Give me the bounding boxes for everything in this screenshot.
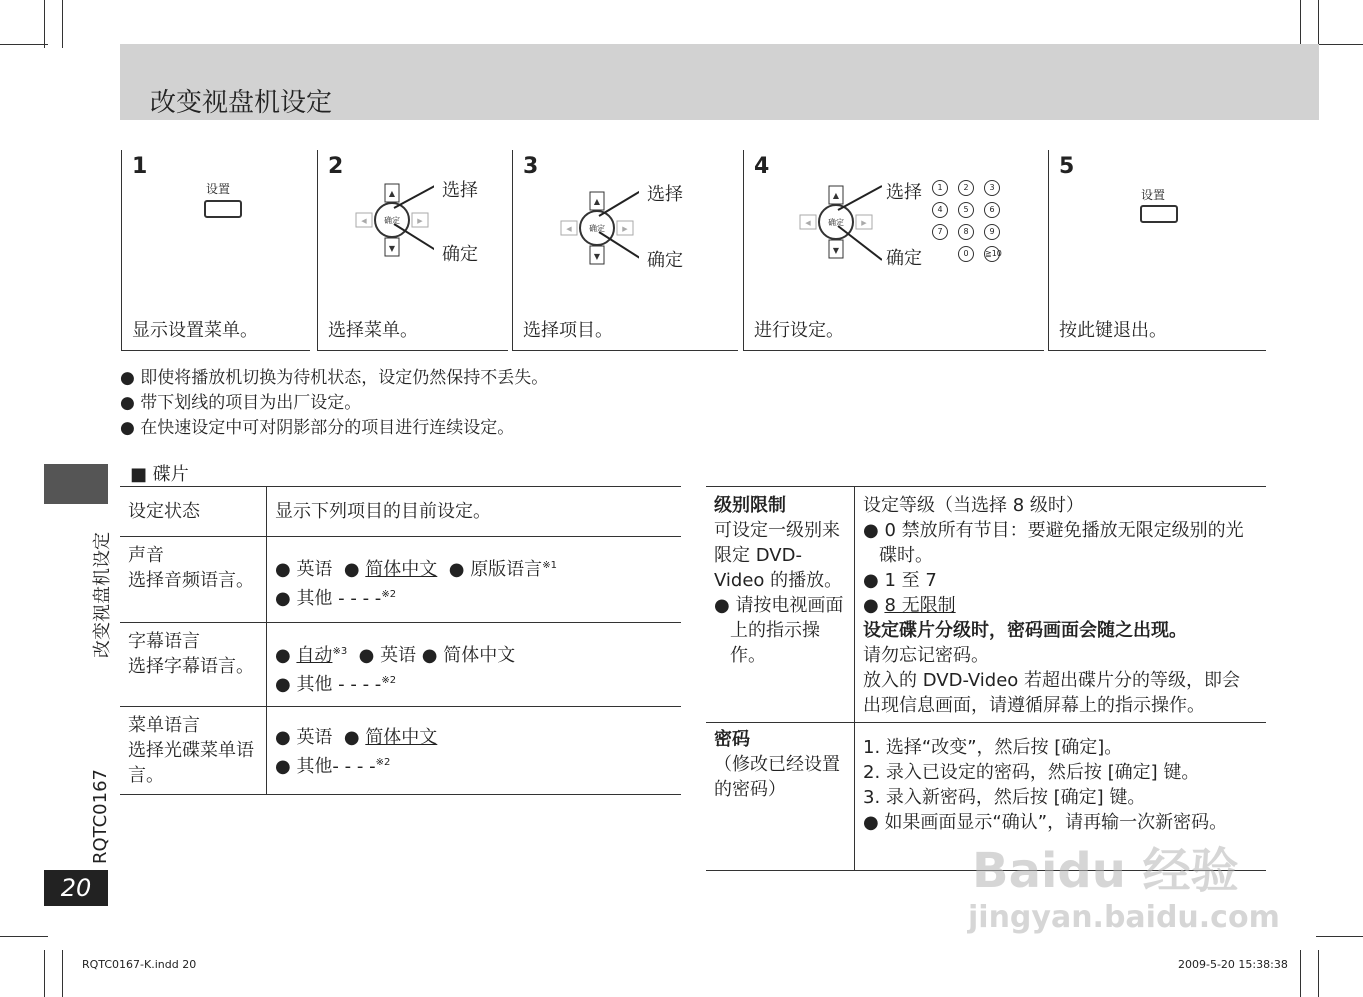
note: ● 在快速设定中可对阴影部分的项目进行连续设定。 [120,418,515,438]
crop-mark [1316,44,1363,45]
row-head: 级别限制 [714,495,786,516]
page-header [120,44,1319,120]
svg-text:▲: ▲ [832,191,840,200]
row-head-cell [120,623,267,707]
step-number: 4 [754,154,770,179]
crop-mark [62,0,63,48]
step-4 [743,150,1044,351]
rating-warning: 设定碟片分级时，密码画面会随之出现。 [863,620,1187,641]
step-1 [121,150,310,351]
step-number: 5 [1059,154,1075,179]
footer-timestamp: 2009-5-20 15:38:38 [1178,958,1288,971]
number-key: 5 [958,202,974,218]
crop-mark [44,950,45,997]
number-key: 0 [958,246,974,262]
table-row [706,487,1266,723]
row-head-cell [120,537,267,623]
disc-settings-table [120,486,681,795]
crop-mark [0,44,48,45]
rating-note: 请勿忘记密码。 [863,645,989,666]
rating-option: ● 0 禁放所有节目：要避免播放无限定级别的光碟时。 [863,520,1244,566]
section-heading: ■ 碟片 [130,464,189,485]
option: 1 至 7 [884,570,937,591]
dpad-center-label: 确定 [828,218,844,227]
svg-text:▲: ▲ [388,189,396,198]
bullet-text: 请按电视画面上的指示操作。 [730,595,844,666]
row-desc: 选择音频语言。 [128,570,254,591]
watermark-url: jingyan.baidu.com [968,900,1280,935]
row-head: 菜单语言 [128,715,200,736]
step-number: 2 [328,154,344,179]
row-head-cell [706,487,855,723]
option-default: 自动 [296,645,333,666]
note: ● 即使将播放机切换为待机状态，设定仍然保持不丢失。 [120,368,549,388]
setup-button-icon [204,200,242,218]
number-key: 1 [932,180,948,196]
option: 原版语言 [470,559,543,580]
watermark-logo: Baidu 经验 [972,843,1239,899]
crop-mark [44,0,45,48]
row-head-cell [706,723,855,871]
step-number: 3 [523,154,539,179]
option: 其他- - - - [296,756,376,777]
option-line: ● 英语 ● 简体中文 [275,727,438,748]
select-label: 选择 [442,180,478,201]
crop-mark [1318,0,1319,48]
footnote-mark: ※3 [332,646,348,657]
svg-text:▶: ▶ [622,225,628,233]
step-caption: 进行设定。 [754,320,844,341]
model-number: RQTC0167 [90,769,111,864]
step-caption: 选择项目。 [523,320,613,341]
password-step: ● 如果画面显示“确认”，请再输一次新密码。 [863,812,1228,833]
enter-label: 确定 [442,244,478,265]
number-keypad [932,180,1012,264]
row-desc: 选择字幕语言。 [128,656,254,677]
svg-text:▶: ▶ [861,219,867,227]
rating-password-table [706,486,1266,871]
step-number: 1 [132,154,148,179]
step-5 [1048,150,1266,351]
option: 英语 [380,645,417,666]
number-key: 9 [984,224,1000,240]
option: 英语 [296,559,333,580]
row-head: 设定状态 [120,487,267,537]
option-line: ● 自动$^{※3}$ ● 英语 ● 简体中文 [275,645,516,666]
password-step: 1. 选择“改变”，然后按 [确定]。 [863,737,1123,758]
select-label: 选择 [886,182,922,203]
step-caption: 选择菜单。 [328,320,418,341]
svg-text:▶: ▶ [417,217,423,225]
table-row [120,487,681,537]
option: 其他 - - - - [296,588,382,609]
table-row [120,707,681,795]
option-line: ● 其他 - - - -$^{※2}$ [275,674,397,695]
svg-text:◀: ◀ [566,225,572,233]
option: 其他 - - - - [296,674,382,695]
number-key: ≧10 [984,246,1000,262]
footnote-mark: ※2 [375,757,391,768]
crop-mark [62,950,63,997]
footnote-mark: ※1 [542,560,557,571]
option-line: ● 其他 - - - -$^{※2}$ [275,588,397,609]
row-head-cell [120,707,267,795]
row-desc: 可设定一级别来限定 DVD-Video 的播放。 [714,520,843,591]
footnote-mark: ※2 [381,589,397,600]
select-label: 选择 [647,184,683,205]
number-key: 3 [984,180,1000,196]
setup-button-label: 设置 [1141,188,1166,202]
svg-text:▼: ▼ [593,252,601,261]
step-caption: 显示设置菜单。 [132,320,258,341]
option-default: 8 无限制 [884,595,956,616]
row-desc: 选择光碟菜单语言。 [128,740,254,786]
setup-button-label: 设置 [206,182,231,196]
rating-option: ● 1 至 7 [863,570,937,591]
svg-text:▲: ▲ [593,197,601,206]
sidebar-section-label: 改变视盘机设定 [92,532,113,658]
note: ● 带下划线的项目为出厂设定。 [120,393,362,413]
step-2 [317,150,508,351]
setup-button-icon [1140,205,1178,223]
crop-mark [1300,950,1301,997]
option: 0 禁放所有节目：要避免播放无限定级别的光碟时。 [879,520,1244,566]
step-caption: 按此键退出。 [1059,320,1167,341]
table-row [120,623,681,707]
rating-option: ● 8 无限制 [863,595,956,616]
svg-text:◀: ◀ [805,219,811,227]
rating-note: 放入的 DVD-Video 若超出碟片分的等级，即会出现信息画面，请遵循屏幕上的指示操作。 [863,670,1241,716]
crop-mark [1318,950,1319,997]
dpad-center-label: 确定 [384,216,400,225]
crop-mark [1316,936,1363,937]
option-default: 简体中文 [365,727,438,748]
number-key: 2 [958,180,974,196]
rating-title: 设定等级（当选择 8 级时） [863,495,1084,516]
enter-label: 确定 [886,248,922,269]
option: 简体中文 [443,645,516,666]
notes [120,366,548,441]
option: 英语 [296,727,333,748]
svg-text:◀: ◀ [361,217,367,225]
number-key: 7 [932,224,948,240]
footer-filename: RQTC0167-K.indd 20 [82,958,197,971]
option-line: ● 其他- - - -$^{※2}$ [275,756,391,777]
page-number: 20 [44,870,108,906]
password-step: 3. 录入新密码，然后按 [确定] 键。 [863,787,1146,808]
row-head: 声音 [128,545,164,566]
svg-text:▼: ▼ [832,246,840,255]
footnote-mark: ※2 [381,675,397,686]
password-note: 如果画面显示“确认”，请再输一次新密码。 [884,812,1228,833]
crop-mark [0,936,48,937]
sidebar-tab [44,464,108,504]
row-head: 密码 [714,729,750,750]
option-line: ● 英语 ● 简体中文 ● 原版语言$^{※1}$ [275,559,557,580]
step-3 [512,150,738,351]
row-options [267,707,682,795]
dpad-center-label: 确定 [589,224,605,233]
page-title: 改变视盘机设定 [150,88,333,118]
row-value: 显示下列项目的目前设定。 [267,487,682,537]
number-key: 6 [984,202,1000,218]
enter-label: 确定 [647,250,683,271]
row-desc: （修改已经设置的密码） [714,754,840,800]
row-bullet: ● 请按电视画面上的指示操作。 [714,595,844,666]
row-content [855,487,1267,723]
option-default: 简体中文 [365,559,438,580]
crop-mark [1300,0,1301,48]
svg-text:▼: ▼ [388,244,396,253]
password-step: 2. 录入已设定的密码，然后按 [确定] 键。 [863,762,1200,783]
number-key: 4 [932,202,948,218]
number-key: 8 [958,224,974,240]
table-row [120,537,681,623]
row-options [267,623,682,707]
row-options [267,537,682,623]
row-head: 字幕语言 [128,631,200,652]
